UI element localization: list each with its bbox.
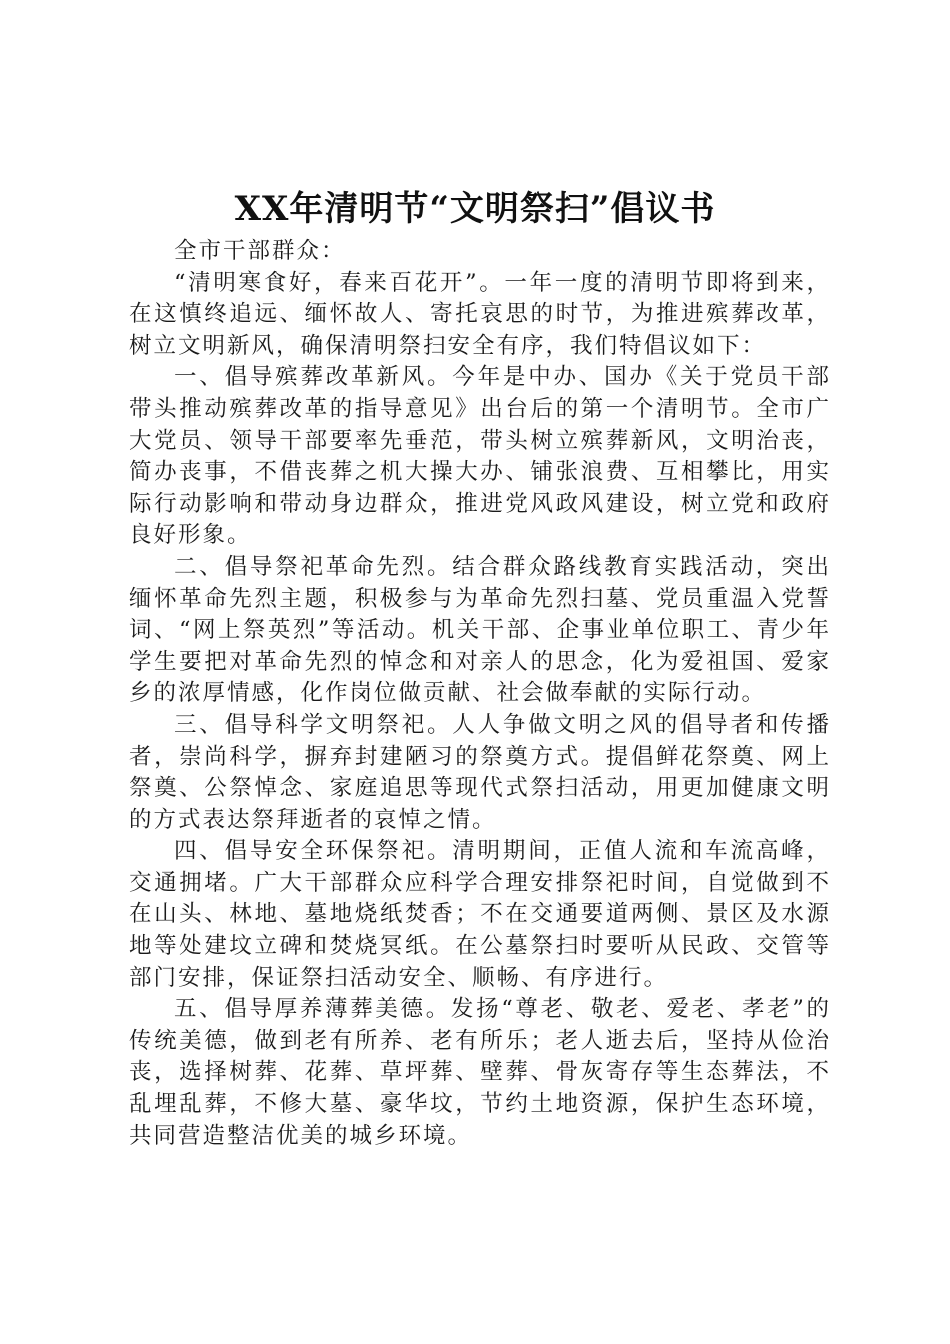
paragraph-1: 一、倡导殡葬改革新风。今年是中办、国办《关于党员干部带头推动殡葬改革的指导意见》出台后的第一个清明节。全市广大党员、领导干部要率先垂范，带头树立殡葬新风，文明治丧，简办丧事，不借丧葬之机大操大办、铺张浪费、互相攀比，用实际行动影响和带动身边群众，推进党风政风建设，树立党和政府良好形象。 [129, 364, 831, 549]
paragraph-3: 三、倡导科学文明祭祀。人人争做文明之风的倡导者和传播者，崇尚科学，摒弃封建陋习的祭奠方式。提倡鲜花祭奠、网上祭奠、公祭悼念、家庭追思等现代式祭扫活动，用更加健康文明的方式表达祭拜逝者的哀悼之情。 [129, 711, 831, 833]
document-body [129, 236, 831, 1152]
paragraph-5: 五、倡导厚养薄葬美德。发扬“尊老、敬老、爱老、孝老”的传统美德，做到老有所养、老有所乐；老人逝去后，坚持从俭治丧，选择树葬、花葬、草坪葬、壁葬、骨灰寄存等生态葬法，不乱埋乱葬，不修大墓、豪华坟，节约土地资源，保护生态环境，共同营造整洁优美的城乡环境。 [129, 996, 831, 1149]
paragraph-2: 二、倡导祭祀革命先烈。结合群众路线教育实践活动，突出缅怀革命先烈主题，积极参与为革命先烈扫墓、党员重温入党誓词、“网上祭英烈”等活动。机关干部、企事业单位职工、青少年学生要把对革命先烈的悼念和对亲人的思念，化为爱祖国、爱家乡的浓厚情感，化作岗位做贡献、社会做奉献的实际行动。 [129, 553, 831, 707]
paragraph-4: 四、倡导安全环保祭祀。清明期间，正值人流和车流高峰，交通拥堵。广大干部群众应科学合理安排祭祀时间，自觉做到不在山头、林地、墓地烧纸焚香；不在交通要道两侧、景区及水源地等处建坟立碑和焚烧冥纸。在公墓祭扫时要听从民政、交管等部门安排，保证祭扫活动安全、顺畅、有序进行。 [129, 838, 831, 991]
paragraph-intro: “清明寒食好，春来百花开”。一年一度的清明节即将到来，在这慎终追远、缅怀故人、寄托哀思的时节，为推进殡葬改革，树立文明新风，确保清明祭扫安全有序，我们特倡议如下： [129, 269, 831, 359]
document-title: XX年清明节“文明祭扫”倡议书 [234, 189, 716, 229]
salutation: 全市干部群众： [174, 238, 346, 264]
